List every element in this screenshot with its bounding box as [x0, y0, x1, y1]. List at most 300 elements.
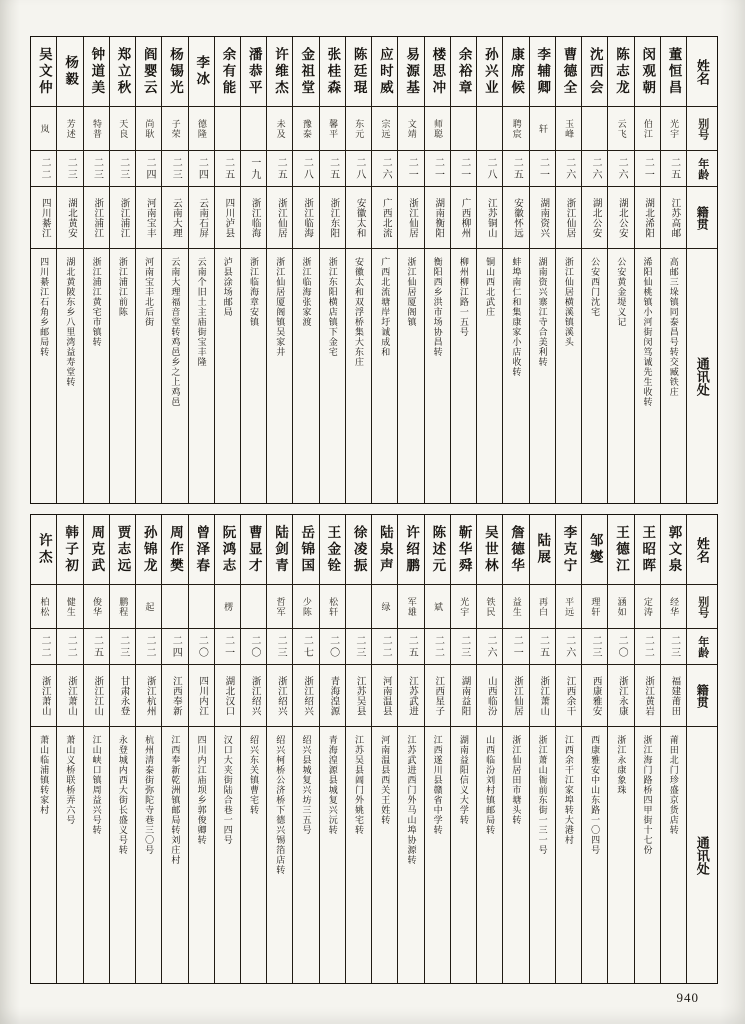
top-person-14-address: 浙江东阳横店镇下金宅: [327, 257, 338, 357]
top-person-16-alias: 未及: [267, 107, 292, 151]
top-person-19-origin: 云南石屏: [189, 187, 214, 249]
bottom-person-18-name: 阮鸿志: [215, 515, 240, 585]
top-person-2-alias: 伯江: [635, 107, 660, 151]
top-person-24-origin: 湖北黄安: [57, 187, 82, 249]
bottom-person-19-address: 四川内江庙坝乡郭俊卿转: [196, 735, 207, 845]
bottom-person-20-name: 周作樊: [162, 515, 187, 585]
bottom-person-14-alias: 松轩: [320, 585, 345, 629]
top-person-column-12: [371, 37, 397, 503]
top-person-22-age: 二三: [110, 151, 135, 187]
top-person-10-address: 衡阳西乡洪市场协昌转: [432, 257, 443, 357]
bottom-person-12-alias: 绿: [372, 585, 397, 629]
bottom-person-12-address: 河南温县西关王姓转: [380, 735, 391, 825]
top-person-23-age: 二三: [84, 151, 109, 187]
top-person-14-origin: 浙江东阳: [320, 187, 345, 249]
bottom-person-column-18: [214, 515, 240, 983]
bottom-person-25-name: 许杰: [31, 515, 56, 585]
bottom-person-18-alias: 楞: [215, 585, 240, 629]
top-person-8-address: 铜山西北武庄: [485, 257, 496, 317]
top-person-5-alias: 玉峰: [556, 107, 581, 151]
bottom-person-18-age: 二一: [215, 629, 240, 665]
bottom-person-6-name: 陆展: [530, 515, 555, 585]
bottom-person-column-21: [135, 515, 161, 983]
top-person-22-alias: 天良: [110, 107, 135, 151]
bottom-person-24-origin: 浙江萧山: [57, 665, 82, 727]
bottom-person-10-alias: 斌: [425, 585, 450, 629]
top-person-22-origin: 浙江浦江: [110, 187, 135, 249]
bottom-person-7-alias: 益生: [503, 585, 528, 629]
top-person-20-alias: 子荣: [162, 107, 187, 151]
top-person-18-name: 余有能: [215, 37, 240, 107]
bottom-person-21-address: 杭州清泰街弥陀寺巷三〇号: [144, 735, 155, 855]
page-content: [30, 36, 718, 984]
bottom-person-9-alias: 光宇: [451, 585, 476, 629]
bottom-person-6-alias: 再白: [530, 585, 555, 629]
top-person-column-4: [581, 37, 607, 503]
top-person-3-name: 陈志龙: [608, 37, 633, 107]
top-person-5-name: 曹德全: [556, 37, 581, 107]
top-person-21-name: 阎婴云: [136, 37, 161, 107]
bottom-person-1-origin: 福建莆田: [661, 665, 686, 727]
top-person-14-age: 二五: [320, 151, 345, 187]
top-person-15-address: 浙江临海张家渡: [301, 257, 312, 327]
bottom-person-14-age: 二〇: [320, 629, 345, 665]
top-person-6-address: 湖南资兴寨江寺合美利转: [537, 257, 548, 367]
bottom-person-column-10: [424, 515, 450, 983]
bottom-person-14-origin: 青海湟源: [320, 665, 345, 727]
top-person-3-origin: 湖北公安: [608, 187, 633, 249]
bottom-person-7-address: 浙江仙居田市塘头转: [511, 735, 522, 825]
header-age-label: 年龄: [687, 629, 717, 665]
bottom-person-14-address: 青海湟源县城复兴沅转: [327, 735, 338, 835]
top-person-8-alias: [477, 107, 502, 151]
bottom-person-23-alias: 俊华: [84, 585, 109, 629]
top-person-6-alias: 轩: [530, 107, 555, 151]
bottom-person-11-alias: 军雄: [398, 585, 423, 629]
top-person-5-origin: 浙江仙居: [556, 187, 581, 249]
top-person-9-name: 余裕章: [451, 37, 476, 107]
top-person-18-origin: 四川泸县: [215, 187, 240, 249]
top-person-7-age: 二五: [503, 151, 528, 187]
bottom-person-11-address: 江苏武进西门外马山埠协源转: [406, 735, 417, 865]
bottom-person-column-9: [450, 515, 476, 983]
top-person-23-address: 浙江浦江黄宅市镇转: [91, 257, 102, 347]
bottom-person-13-address: 江苏吴县阊门外姚宅转: [353, 735, 364, 835]
bottom-person-4-origin: 西康雅安: [582, 665, 607, 727]
bottom-person-5-alias: 平远: [556, 585, 581, 629]
bottom-person-8-name: 吴世林: [477, 515, 502, 585]
bottom-person-7-name: 詹德华: [503, 515, 528, 585]
bottom-person-5-age: 二六: [556, 629, 581, 665]
top-person-3-address: 公安黄金堤义记: [616, 257, 627, 327]
bottom-person-10-name: 陈述元: [425, 515, 450, 585]
bottom-person-20-origin: 江西奉新: [162, 665, 187, 727]
top-person-17-age: 一九: [241, 151, 266, 187]
bottom-person-column-20: [161, 515, 187, 983]
top-person-11-age: 二一: [398, 151, 423, 187]
top-person-column-23: [83, 37, 109, 503]
bottom-person-13-origin: 江苏吴县: [346, 665, 371, 727]
bottom-person-24-name: 韩子初: [57, 515, 82, 585]
top-person-14-name: 张桂森: [320, 37, 345, 107]
bottom-person-10-origin: 江西星子: [425, 665, 450, 727]
top-person-25-alias: 岚: [31, 107, 56, 151]
header-alias-label: 别号: [687, 585, 717, 629]
bottom-person-3-address: 浙江永康象珠: [616, 735, 627, 795]
top-person-21-alias: 尚耿: [136, 107, 161, 151]
bottom-person-9-address: 湖南益阳信义大学转: [458, 735, 469, 825]
top-person-3-age: 二六: [608, 151, 633, 187]
top-person-column-3: [607, 37, 633, 503]
top-person-10-name: 楼思冲: [425, 37, 450, 107]
top-person-9-address: 柳州柳江路一五号: [458, 257, 469, 337]
top-person-13-origin: 安徽太和: [346, 187, 371, 249]
top-person-column-19: [188, 37, 214, 503]
bottom-person-22-address: 永登城内西大街长盛义号转: [117, 735, 128, 855]
top-person-8-origin: 江苏铜山: [477, 187, 502, 249]
top-person-column-21: [135, 37, 161, 503]
bottom-person-22-alias: 鹏程: [110, 585, 135, 629]
top-person-11-address: 浙江仙居厦阁镇: [406, 257, 417, 327]
top-table: [30, 36, 718, 504]
top-person-16-age: 二五: [267, 151, 292, 187]
top-person-23-origin: 浙江浦江: [84, 187, 109, 249]
bottom-person-1-address: 莆田北门珍盛京货店转: [668, 735, 679, 835]
top-person-column-10: [424, 37, 450, 503]
top-person-10-age: 二一: [425, 151, 450, 187]
bottom-person-19-origin: 四川内江: [189, 665, 214, 727]
bottom-person-19-alias: [189, 585, 214, 629]
top-person-column-18: [214, 37, 240, 503]
bottom-person-13-name: 徐凌振: [346, 515, 371, 585]
bottom-person-2-origin: 浙江黄岩: [635, 665, 660, 727]
bottom-person-21-name: 孙锦龙: [136, 515, 161, 585]
top-person-25-address: 四川綦江石角乡邮局转: [39, 257, 50, 357]
header-address-label: 通讯处: [694, 835, 710, 875]
top-person-17-address: 浙江临海章安镇: [249, 257, 260, 327]
bottom-person-23-origin: 浙江江山: [84, 665, 109, 727]
bottom-person-17-origin: 浙江绍兴: [241, 665, 266, 727]
bottom-person-column-19: [188, 515, 214, 983]
header-origin-label: 籍贯: [687, 187, 717, 249]
top-person-18-alias: [215, 107, 240, 151]
bottom-person-15-address: 绍兴县城复兴坊三五号: [301, 735, 312, 835]
top-person-6-origin: 湖南资兴: [530, 187, 555, 249]
bottom-person-11-origin: 江苏武进: [398, 665, 423, 727]
top-person-9-alias: [451, 107, 476, 151]
top-person-13-address: 安徽太和双浮桥集大东庄: [353, 257, 364, 367]
bottom-person-23-address: 江山峡口镇周益兴号转: [91, 735, 102, 835]
top-person-24-address: 湖北黄陂东乡八里湾益寿堂转: [65, 257, 76, 387]
bottom-person-22-name: 贾志远: [110, 515, 135, 585]
top-person-20-name: 杨锡光: [162, 37, 187, 107]
bottom-person-6-address: 浙江萧山衙前东街一三一号: [537, 735, 548, 855]
top-person-23-alias: 特普: [84, 107, 109, 151]
bottom-person-15-origin: 浙江绍兴: [293, 665, 318, 727]
top-person-2-age: 二一: [635, 151, 660, 187]
bottom-person-7-age: 二一: [503, 629, 528, 665]
bottom-person-25-alias: 柏松: [31, 585, 56, 629]
top-person-19-address: 云南个旧土主庙街宝丰隆: [196, 257, 207, 367]
top-person-12-address: 广西北流塘岸圩诚成和: [380, 257, 391, 357]
page-number: 940: [676, 990, 699, 1005]
header-alias-label: 别号: [687, 107, 717, 151]
bottom-person-column-17: [240, 515, 266, 983]
top-person-19-age: 二四: [189, 151, 214, 187]
bottom-person-column-7: [502, 515, 528, 983]
top-person-5-address: 浙江仙居横溪镇溪头: [563, 257, 574, 347]
top-person-8-name: 孙兴业: [477, 37, 502, 107]
bottom-person-10-age: 二二: [425, 629, 450, 665]
top-person-column-16: [266, 37, 292, 503]
bottom-person-24-alias: 健生: [57, 585, 82, 629]
bottom-person-9-name: 靳华舜: [451, 515, 476, 585]
bottom-person-20-age: 二四: [162, 629, 187, 665]
top-person-column-11: [397, 37, 423, 503]
top-person-18-address: 泸县涂场邮局: [222, 257, 233, 317]
top-person-4-address: 公安西门沈宅: [590, 257, 601, 317]
top-person-16-name: 许维杰: [267, 37, 292, 107]
top-person-18-age: 二五: [215, 151, 240, 187]
bottom-person-column-25: [31, 515, 56, 983]
top-person-4-age: 二六: [582, 151, 607, 187]
top-person-column-7: [502, 37, 528, 503]
top-person-9-age: 二一: [451, 151, 476, 187]
top-person-column-17: [240, 37, 266, 503]
top-person-column-25: [31, 37, 56, 503]
bottom-person-21-origin: 浙江杭州: [136, 665, 161, 727]
bottom-person-23-name: 周克武: [84, 515, 109, 585]
top-person-4-name: 沈西会: [582, 37, 607, 107]
bottom-person-8-address: 山西临汾刘村镇邮局转: [485, 735, 496, 835]
bottom-person-14-name: 王金铨: [320, 515, 345, 585]
bottom-person-1-age: 二三: [661, 629, 686, 665]
top-person-13-name: 陈廷琨: [346, 37, 371, 107]
top-person-column-2: [634, 37, 660, 503]
top-header-column: [686, 37, 717, 503]
bottom-person-column-16: [266, 515, 292, 983]
bottom-person-17-address: 绍兴东关镇曹宅转: [249, 735, 260, 815]
bottom-person-column-24: [56, 515, 82, 983]
top-person-7-alias: 聘宸: [503, 107, 528, 151]
bottom-person-25-origin: 浙江萧山: [31, 665, 56, 727]
top-person-24-age: 二三: [57, 151, 82, 187]
top-person-9-origin: 广西柳州: [451, 187, 476, 249]
top-person-21-origin: 河南宝丰: [136, 187, 161, 249]
header-age-label: 年龄: [687, 151, 717, 187]
bottom-person-8-origin: 山西临汾: [477, 665, 502, 727]
bottom-person-4-address: 西康雅安中山东路一〇四号: [590, 735, 601, 855]
top-person-12-alias: 宗远: [372, 107, 397, 151]
bottom-person-column-14: [319, 515, 345, 983]
top-person-column-14: [319, 37, 345, 503]
top-person-17-origin: 浙江临海: [241, 187, 266, 249]
bottom-person-3-origin: 浙江永康: [608, 665, 633, 727]
bottom-person-17-name: 曹显才: [241, 515, 266, 585]
top-person-column-6: [529, 37, 555, 503]
bottom-table: [30, 514, 718, 984]
top-person-column-13: [345, 37, 371, 503]
top-person-column-8: [476, 37, 502, 503]
bottom-person-column-13: [345, 515, 371, 983]
bottom-person-column-4: [581, 515, 607, 983]
top-person-1-name: 董恒昌: [661, 37, 686, 107]
top-person-12-origin: 广西北流: [372, 187, 397, 249]
top-person-17-name: 潘恭平: [241, 37, 266, 107]
bottom-person-20-address: 江西奉新乾洲镇邮局转刘庄村: [170, 735, 181, 865]
top-person-5-age: 二六: [556, 151, 581, 187]
top-person-13-alias: 东元: [346, 107, 371, 151]
bottom-person-20-alias: [162, 585, 187, 629]
top-person-4-alias: [582, 107, 607, 151]
bottom-person-8-alias: 铁民: [477, 585, 502, 629]
bottom-person-column-11: [397, 515, 423, 983]
bottom-person-2-alias: 定涛: [635, 585, 660, 629]
bottom-person-6-origin: 浙江萧山: [530, 665, 555, 727]
top-person-13-age: 二八: [346, 151, 371, 187]
top-person-column-9: [450, 37, 476, 503]
bottom-person-8-age: 二六: [477, 629, 502, 665]
bottom-person-2-address: 浙江海门路桥四甲街十七份: [642, 735, 653, 855]
top-person-4-origin: 湖北公安: [582, 187, 607, 249]
top-person-column-5: [555, 37, 581, 503]
top-person-19-name: 李冰: [189, 37, 214, 107]
bottom-person-column-23: [83, 515, 109, 983]
top-person-10-alias: 师聪: [425, 107, 450, 151]
top-person-column-22: [109, 37, 135, 503]
top-person-19-alias: 德隆: [189, 107, 214, 151]
top-person-11-origin: 浙江仙居: [398, 187, 423, 249]
top-person-25-name: 吴文仲: [31, 37, 56, 107]
top-person-25-origin: 四川綦江: [31, 187, 56, 249]
top-person-24-name: 杨毅: [57, 37, 82, 107]
bottom-person-10-address: 江西遂川县赣省中学转: [432, 735, 443, 835]
bottom-person-25-address: 萧山临浦镇转家村: [39, 735, 50, 815]
bottom-person-column-2: [634, 515, 660, 983]
top-person-20-origin: 云南大理: [162, 187, 187, 249]
top-person-2-origin: 湖北浠阳: [635, 187, 660, 249]
bottom-person-25-age: 二二: [31, 629, 56, 665]
bottom-person-16-age: 二三: [267, 629, 292, 665]
bottom-person-2-name: 王昭晖: [635, 515, 660, 585]
bottom-person-11-name: 许绍鹏: [398, 515, 423, 585]
top-person-25-age: 二二: [31, 151, 56, 187]
bottom-person-19-name: 曾泽春: [189, 515, 214, 585]
top-person-1-alias: 光宇: [661, 107, 686, 151]
bottom-person-4-age: 二三: [582, 629, 607, 665]
bottom-person-12-age: 二二: [372, 629, 397, 665]
bottom-person-5-origin: 江西余干: [556, 665, 581, 727]
bottom-person-22-origin: 甘肃永登: [110, 665, 135, 727]
top-person-1-origin: 江苏高邮: [661, 187, 686, 249]
bottom-person-22-age: 二三: [110, 629, 135, 665]
bottom-person-16-alias: 哲军: [267, 585, 292, 629]
top-person-column-24: [56, 37, 82, 503]
bottom-person-4-alias: 理轩: [582, 585, 607, 629]
top-person-column-1: [660, 37, 686, 503]
bottom-person-15-name: 岳锦国: [293, 515, 318, 585]
bottom-person-7-origin: 浙江仙居: [503, 665, 528, 727]
bottom-person-column-5: [555, 515, 581, 983]
bottom-person-4-name: 邹燮: [582, 515, 607, 585]
bottom-person-column-12: [371, 515, 397, 983]
top-person-6-age: 二一: [530, 151, 555, 187]
top-person-15-alias: 豫泰: [293, 107, 318, 151]
bottom-person-16-name: 陆剑青: [267, 515, 292, 585]
bottom-person-24-age: 二二: [57, 629, 82, 665]
top-person-6-name: 李辅卿: [530, 37, 555, 107]
bottom-person-18-address: 汉口大夹街陆合巷一四号: [222, 735, 233, 845]
top-person-17-alias: [241, 107, 266, 151]
top-person-7-address: 蚌埠南仁和集康家小店收转: [511, 257, 522, 377]
bottom-person-17-alias: [241, 585, 266, 629]
bottom-person-1-alias: 经华: [661, 585, 686, 629]
header-name-label: 姓名: [687, 515, 717, 585]
bottom-person-12-origin: 河南温县: [372, 665, 397, 727]
bottom-person-column-8: [476, 515, 502, 983]
bottom-person-1-name: 郭文泉: [661, 515, 686, 585]
bottom-person-17-age: 二〇: [241, 629, 266, 665]
header-name-label: 姓名: [687, 37, 717, 107]
bottom-person-column-3: [607, 515, 633, 983]
bottom-person-13-age: 二三: [346, 629, 371, 665]
top-person-7-origin: 安徽怀远: [503, 187, 528, 249]
top-person-7-name: 康席候: [503, 37, 528, 107]
bottom-person-12-name: 陆泉声: [372, 515, 397, 585]
bottom-person-3-age: 二〇: [608, 629, 633, 665]
top-person-14-alias: 馨平: [320, 107, 345, 151]
top-person-11-alias: 文靖: [398, 107, 423, 151]
bottom-person-11-age: 二五: [398, 629, 423, 665]
top-person-21-address: 河南宝丰北后街: [144, 257, 155, 327]
top-person-12-age: 二六: [372, 151, 397, 187]
bottom-person-15-age: 二七: [293, 629, 318, 665]
top-person-20-address: 云南大理福音堂转鸡邑乡之上鸡邑: [170, 257, 181, 407]
bottom-person-23-age: 二五: [84, 629, 109, 665]
bottom-person-5-name: 李克宁: [556, 515, 581, 585]
bottom-person-19-age: 二〇: [189, 629, 214, 665]
top-person-11-name: 易源基: [398, 37, 423, 107]
top-person-22-name: 郑立秋: [110, 37, 135, 107]
bottom-person-16-origin: 浙江绍兴: [267, 665, 292, 727]
bottom-person-5-address: 江西余干江家埠转大港村: [563, 735, 574, 845]
bottom-person-16-address: 绍兴柯桥公济桥下德兴锡箔店转: [275, 735, 286, 875]
top-person-15-name: 金祖堂: [293, 37, 318, 107]
bottom-person-9-origin: 湖南益阳: [451, 665, 476, 727]
top-person-24-alias: 芳述: [57, 107, 82, 151]
bottom-person-24-address: 萧山义桥联桥弄六号: [65, 735, 76, 825]
bottom-person-2-age: 二二: [635, 629, 660, 665]
bottom-person-15-alias: 少陈: [293, 585, 318, 629]
bottom-person-13-alias: [346, 585, 371, 629]
bottom-person-21-alias: 起: [136, 585, 161, 629]
top-person-1-age: 二五: [661, 151, 686, 187]
top-person-16-origin: 浙江仙居: [267, 187, 292, 249]
top-person-12-name: 应时威: [372, 37, 397, 107]
bottom-person-21-age: 二二: [136, 629, 161, 665]
top-person-15-origin: 浙江临海: [293, 187, 318, 249]
bottom-person-column-1: [660, 515, 686, 983]
header-address-label: 通讯处: [694, 356, 710, 396]
bottom-person-3-alias: 涵如: [608, 585, 633, 629]
bottom-person-column-6: [529, 515, 555, 983]
top-person-2-address: 浠阳仙桃镇小河街闵笃诚先生收转: [642, 257, 653, 407]
top-person-22-address: 浙江浦江前陈: [117, 257, 128, 317]
top-person-15-age: 二八: [293, 151, 318, 187]
top-person-3-alias: 云飞: [608, 107, 633, 151]
top-person-21-age: 二四: [136, 151, 161, 187]
top-person-23-name: 钟道美: [84, 37, 109, 107]
